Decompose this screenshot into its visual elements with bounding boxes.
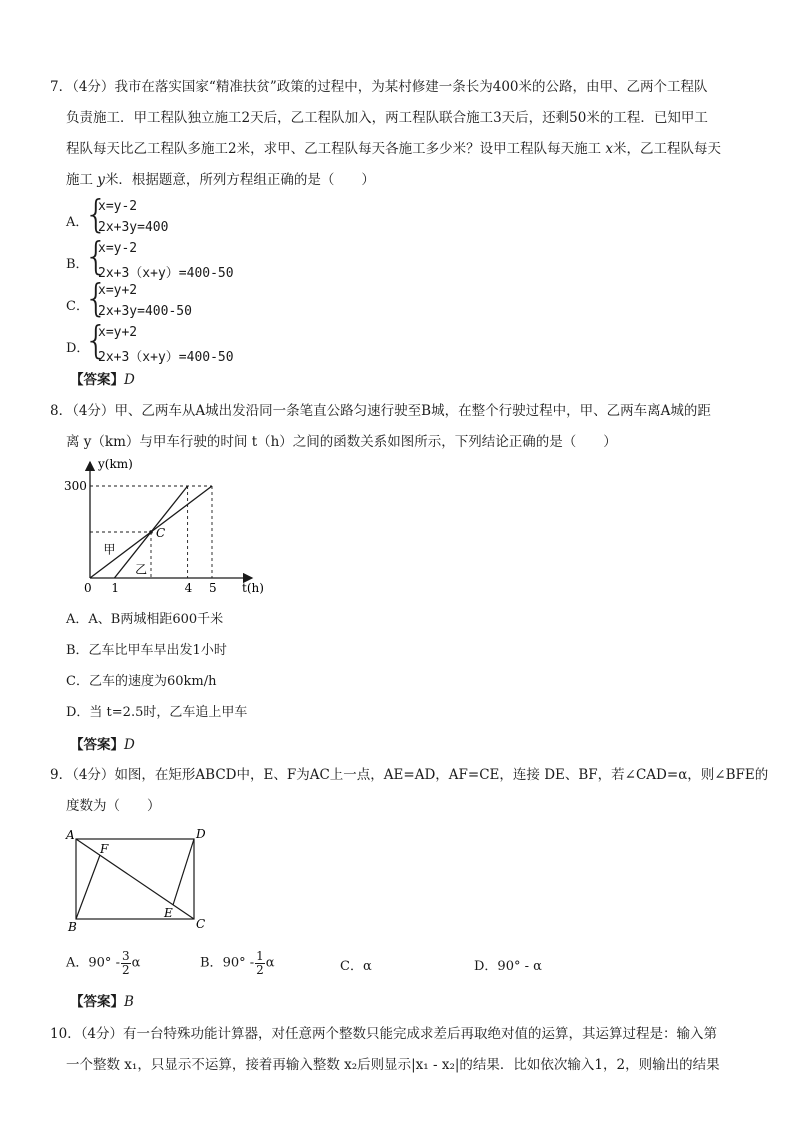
label-e: E [164,906,173,920]
q7-option-a-eq2: 2x+3y=400 [98,220,169,235]
q8-chart [62,454,302,604]
q9-option-a-num: 3 [121,949,130,963]
x-axis-label: t(h) [242,581,264,595]
q7-option-c[interactable] [66,276,326,323]
q7-text-4-start: 施工 [66,172,93,188]
q8-line-1: 8．（4分）甲、乙两车从A城出发沿同一条笔直公路匀速行驶至B城，在整个行驶过程中，甲、乙两车离A城的距 [50,403,711,419]
y-tick-label-300: 300 [64,479,87,493]
q9-figure [62,826,212,931]
q9-number: 9 [50,767,59,783]
q7-option-a-label: A． [66,215,89,230]
q7-var-x: x [605,141,614,157]
q7-option-b-label: B． [66,257,89,272]
q7-answer-label: 【答案】 [70,372,124,388]
diagonal-ac [76,839,194,919]
fraction [121,950,131,976]
series-label-jia: 甲 [103,542,116,557]
q9-option-b-label: B． [200,955,223,971]
segment-bf [76,855,100,919]
label-f: F [100,842,109,856]
q7-text-3-end: 米，乙工程队每天 [613,141,722,157]
q7-option-b[interactable] [66,234,326,281]
q8-answer-label: 【答案】 [70,737,124,753]
label-b: B [68,920,77,931]
q8-option-b[interactable]: B．乙车比甲车早出发1小时 [66,643,227,658]
q10-points: （4分） [80,1026,124,1042]
brace-icon: { [84,192,109,236]
q7-option-a[interactable] [66,192,326,239]
q7-text-4-end: 米．根据题意，所列方程组正确的是（ ） [104,172,375,188]
q9-option-b-den: 2 [256,962,264,977]
q7-line-4 [66,168,375,188]
q7-option-b-eq2: 2x+3（x+y）=400-50 [98,266,234,281]
point-c [149,530,153,534]
q7-option-c-eq1: x=y+2 [98,283,138,298]
q9-option-b-pre: 90° [222,955,246,971]
q10-text-1: 有一台特殊功能计算器，对任意两个整数只能完成求差后再取绝对值的运算，其运算过程是：输入第 [123,1026,718,1042]
q9-option-b-post: α [265,955,275,971]
q7-option-c-label: C． [66,299,89,314]
brace-icon: { [84,234,109,278]
brace-icon: { [84,318,109,362]
series-label-yi: 乙 [135,562,148,577]
q9-option-a-label: A． [66,955,89,971]
label-a: A [66,828,75,842]
q7-var-y: y [97,172,105,188]
q9-answer-value: B [124,994,134,1010]
q9-points: （4分） [72,767,115,783]
y-axis-label: y(km) [98,457,133,471]
q7-points: （4分） [72,79,115,95]
q7-number: 7 [50,79,59,95]
label-d: D [196,827,206,841]
q7-option-d-eq1: x=y+2 [98,325,138,340]
q10-line-1: 10．（4分）有一台特殊功能计算器，对任意两个整数只能完成求差后再取绝对值的运算，其运算过程是：输入第 [50,1026,718,1042]
q7-option-c-eq2: 2x+3y=400-50 [98,304,192,319]
fraction [255,950,265,976]
q8-line-2: 离 y（km）与甲车行驶的时间 t（h）之间的函数关系如图所示，下列结论正确的是（ ） [66,434,617,450]
q7-line-2: 负责施工．甲工程队独立施工2天后，乙工程队加入，两工程队联合施工3天后，还剩50米的工程．已知甲工 [66,110,708,126]
q8-answer-value: D [124,737,135,753]
brace-icon: { [84,276,109,320]
q9-option-c[interactable]: C．α [340,959,372,974]
q7-answer [70,368,135,388]
q8-answer [70,733,135,753]
q8-text-1: 甲、乙两车从A城出发沿同一条笔直公路匀速行驶至B城，在整个行驶过程中，甲、乙两车离A城的距 [114,403,711,419]
q9-line-1: 9．（4分）如图，在矩形ABCD中，E、F为AC上一点，AE=AD，AF=CE，连接 DE、BF，若∠CAD=α，则∠BFE的 [50,767,769,783]
q8-number: 8 [50,403,59,419]
q9-option-b[interactable]: B．90° - $\frac{1}{2}$ α [200,949,275,977]
q9-option-a-pre: 90° [88,955,112,971]
q8-option-c[interactable]: C．乙车的速度为60km/h [66,674,217,689]
q8-option-a[interactable]: A．A、B两城相距600千米 [66,612,224,627]
q9-line-2: 度数为（ ） [66,798,161,814]
q9-text-1: 如图，在矩形ABCD中，E、F为AC上一点，AE=AD，AF=CE，连接 DE、BF，若∠CAD=α，则∠BFE的 [114,767,769,783]
q7-text-3: 程队每天比乙工程队多施工2米，求甲、乙工程队每天各施工多少米？设甲工程队每天施工 [66,141,602,157]
q7-option-d[interactable] [66,318,326,365]
q8-points: （4分） [72,403,115,419]
q7-answer-value: D [124,372,135,388]
q9-option-b-num: 1 [256,949,264,963]
q9-option-d[interactable]: D．90° - α [474,959,542,974]
q9-option-a[interactable]: A．90° - $\frac{3}{2}$ α [66,949,141,977]
q7-line-3 [66,137,721,157]
x-tick-label-0: 0 [84,581,92,595]
q8-option-d[interactable]: D．当 t=2.5时，乙车追上甲车 [66,705,248,720]
x-tick-label-5: 5 [209,581,217,595]
q7-option-b-eq1: x=y-2 [98,241,138,256]
q9-answer [70,990,134,1010]
q9-option-a-den: 2 [121,962,130,977]
q10-number: 10 [50,1026,68,1042]
q9-answer-label: 【答案】 [70,994,124,1010]
q10-line-2: 一个整数 x₁，只显示不运算，接着再输入整数 x₂后则显示|x₁ - x₂|的结果．比如依次输入1，2，则输出的结果 [66,1057,720,1073]
q7-option-d-eq2: 2x+3（x+y）=400-50 [98,350,234,365]
x-tick-label-4: 4 [184,581,193,595]
q9-option-a-post: α [131,955,141,971]
q7-text-1: 我市在落实国家“精准扶贫”政策的过程中，为某村修建一条长为400米的公路，由甲、乙两个工程队 [114,79,708,95]
q7-option-d-label: D． [66,341,90,356]
x-tick-label-1: 1 [111,581,120,595]
point-c-label: C [156,526,166,540]
q7-line-1: 7．（4分）我市在落实国家“精准扶贫”政策的过程中，为某村修建一条长为400米的公路，由甲、乙两个工程队 [50,79,708,95]
label-c: C [196,917,206,931]
segment-de [173,839,194,905]
q7-option-a-eq1: x=y-2 [98,199,138,214]
